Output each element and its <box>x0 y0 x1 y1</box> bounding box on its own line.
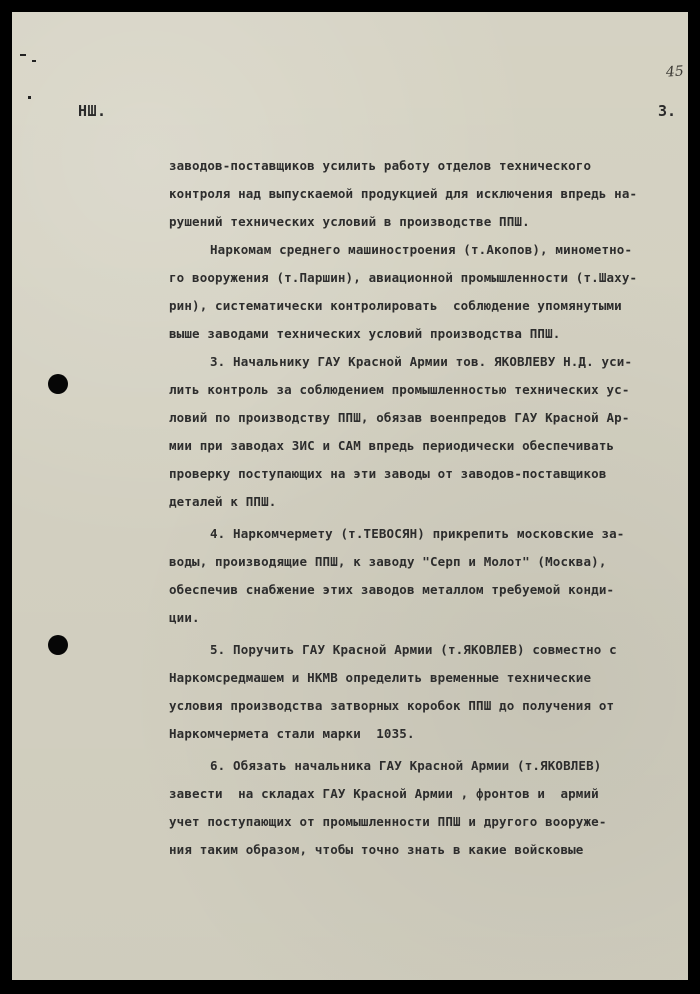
text-line: деталей к ППШ. <box>169 494 277 509</box>
text-line: Наркомсредмашем и НКМВ определить временные технические <box>169 670 592 685</box>
header-code: НШ. <box>78 102 107 120</box>
text-line: воды, производящие ППШ, к заводу "Серп и Молот" (Москва), <box>169 554 607 569</box>
document-page <box>12 12 688 980</box>
text-line: ловий по производству ППШ, обязав военпредов ГАУ Красной Ар- <box>169 410 630 425</box>
punch-hole-lower <box>48 635 68 655</box>
scan-mark <box>28 96 31 99</box>
text-line: заводов-поставщиков усилить работу отделов технического <box>169 158 592 173</box>
text-line: ния таким образом, чтобы точно знать в какие войсковые <box>169 842 584 857</box>
text-line: 6. Обязать начальника ГАУ Красной Армии (т.ЯКОВЛЕВ) <box>210 758 602 773</box>
text-line: рушений технических условий в производстве ППШ. <box>169 214 530 229</box>
punch-hole-upper <box>48 374 68 394</box>
text-line: 4. Наркомчермету (т.ТЕВОСЯН) прикрепить московские за- <box>210 526 625 541</box>
text-line: выше заводами технических условий производства ППШ. <box>169 326 561 341</box>
text-line: Наркомам среднего машиностроения (т.Акопов), минометно- <box>210 242 633 257</box>
text-line: обеспечив снабжение этих заводов металлом требуемой конди- <box>169 582 615 597</box>
text-line: 3. Начальнику ГАУ Красной Армии тов. ЯКОВЛЕВУ Н.Д. уси- <box>210 354 633 369</box>
text-line: 5. Поручить ГАУ Красной Армии (т.ЯКОВЛЕВ) совместно с <box>210 642 617 657</box>
text-line: лить контроль за соблюдением промышленностью технических ус- <box>169 382 630 397</box>
text-line: контроля над выпускаемой продукцией для исключения впредь на- <box>169 186 638 201</box>
text-line: условия производства затворных коробок ППШ до получения от <box>169 698 615 713</box>
text-line: учет поступающих от промышленности ППШ и другого вооруже- <box>169 814 607 829</box>
archive-page-number: 45 <box>665 63 685 81</box>
text-line: Наркомчермета стали марки 1035. <box>169 726 415 741</box>
text-line: рин), систематически контролировать соблюдение упомянутыми <box>169 298 622 313</box>
text-line: ции. <box>169 610 200 625</box>
scan-mark <box>32 60 36 62</box>
text-line: завести на складах ГАУ Красной Армии , фронтов и армий <box>169 786 599 801</box>
text-line: мии при заводах ЗИС и САМ впредь периодически обеспечивать <box>169 438 615 453</box>
scan-mark <box>20 54 26 56</box>
text-line: проверку поступающих на эти заводы от заводов-поставщиков <box>169 466 607 481</box>
page-number: 3. <box>658 102 677 120</box>
text-line: го вооружения (т.Паршин), авиационной промышленности (т.Шаху- <box>169 270 638 285</box>
